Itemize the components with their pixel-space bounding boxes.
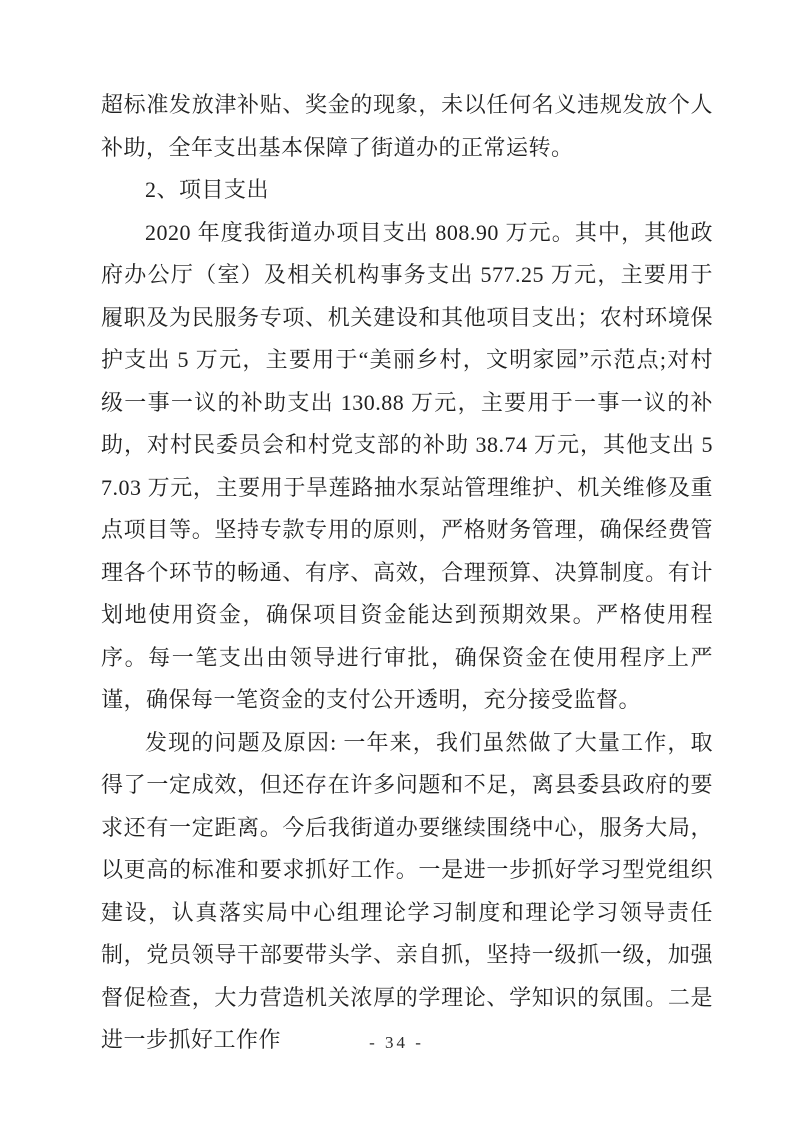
paragraph-continuation: 超标准发放津补贴、奖金的现象，未以任何名义违规发放个人补助，全年支出基本保障了街道办的正常运转。 (101, 92, 713, 160)
page-number: - 34 - (369, 1033, 424, 1052)
paragraph-subheading-project-expenditure: 2、项目支出 (145, 177, 270, 202)
page-text-block (101, 84, 713, 1062)
paragraph-project-expenditure-detail: 2020 年度我街道办项目支出 808.90 万元。其中，其他政府办公厅（室）及相关机构事务支出 577.25 万元，主要用于履职及为民服务专项、机关建设和其他项目支出；农村环境保护支出 5 万元，主要用于“美丽乡村，文明家园”示范点;对村级一事一议的补助支出 130.88 万元，主要用于一事一议的补助，对村民委员会和村党支部的补助 38.74 万元，其他支出 57.03 万元，主要用于旱莲路抽水泵站管理维护、机关维修及重点项目等。坚持专款专用的原则，严格财务管理，确保经费管理各个环节的畅通、有序、高效，合理预算、决算制度。有计划地使用资金，确保项目资金能达到预期效果。严格使用程序。每一笔支出由领导进行审批，确保资金在使用程序上严谨，确保每一笔资金的支付公开透明，充分接受监督。 (101, 219, 713, 712)
paragraph-problems-and-causes: 发现的问题及原因: 一年来，我们虽然做了大量工作，取得了一定成效，但还存在许多问题和不足，离县委县政府的要求还有一定距离。今后我街道办要继续围绕中心，服务大局，以更高的标准和要求抓好工作。一是进一步抓好学习型党组织建设，认真落实局中心组理论学习制度和理论学习领导责任制，党员领导干部要带头学、亲自抓，坚持一级抓一级，加强督促检查，大力营造机关浓厚的学理论、学知识的氛围。二是进一步抓好工作作 (101, 729, 713, 1052)
